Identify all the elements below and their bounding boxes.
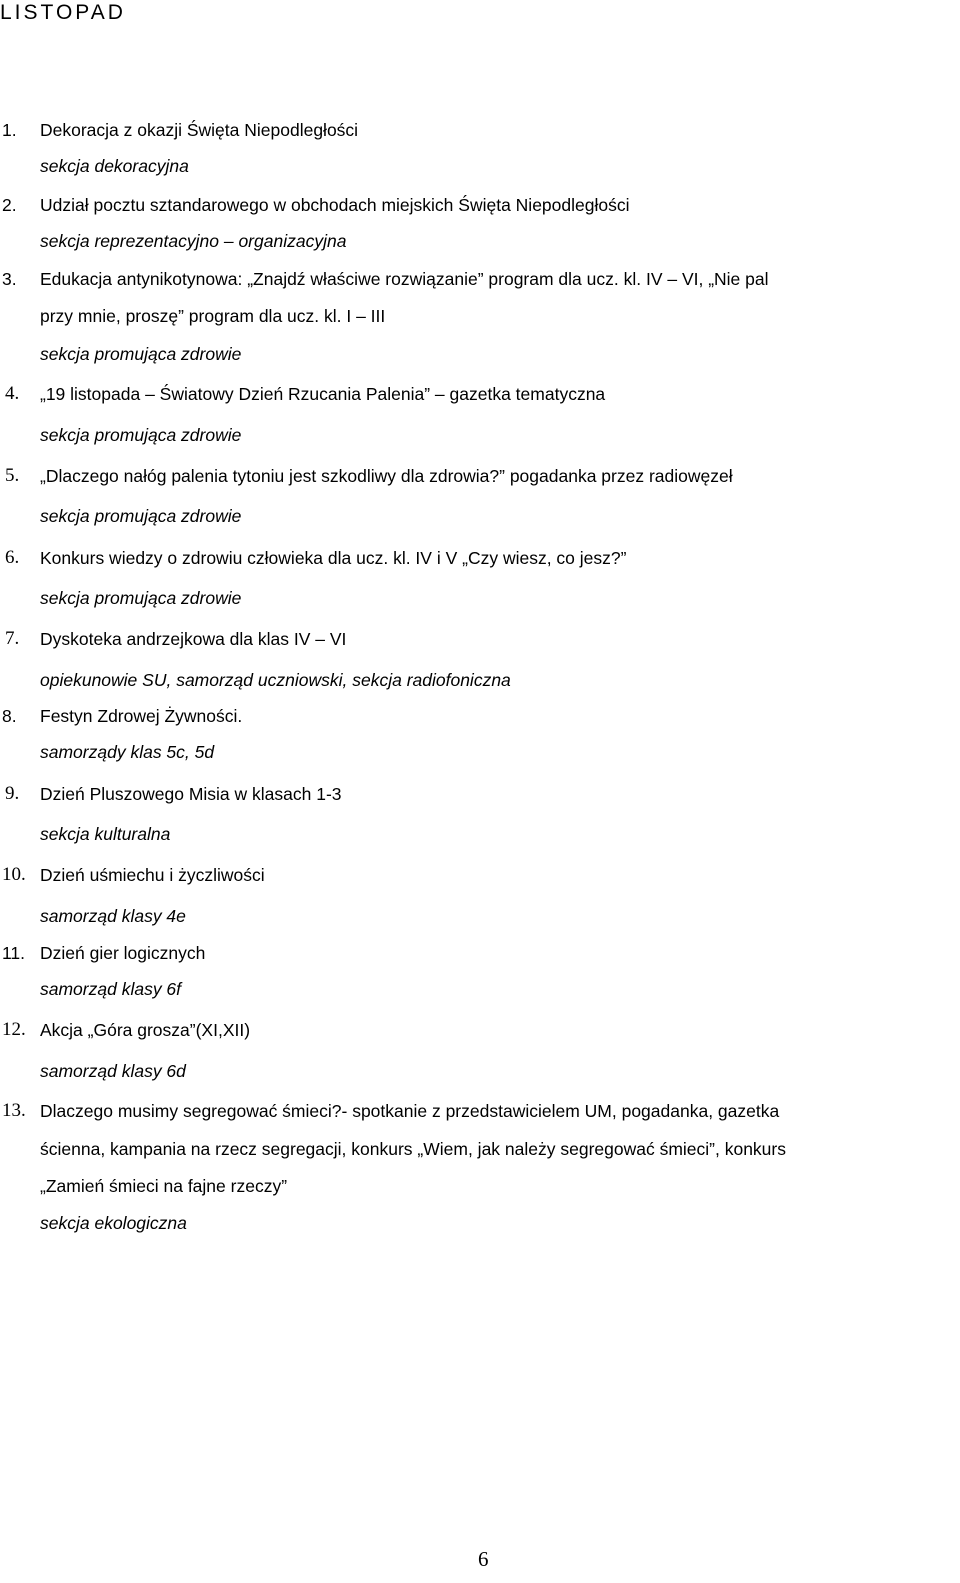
item-3-number: 3. (2, 269, 17, 289)
item-4-title: „19 listopada – Światowy Dzień Rzucania Palenia” – gazetka tematyczna (40, 384, 606, 404)
item-11-title: Dzień gier logicznych (40, 943, 206, 963)
item-11-responsible: samorząd klasy 6f (40, 979, 182, 999)
page-number: 6 (478, 1547, 489, 1571)
item-12-title: Akcja „Góra grosza”(XI,XII) (40, 1020, 251, 1040)
item-8-title: Festyn Zdrowej Żywności. (40, 706, 243, 726)
item-9-number: 9. (5, 783, 20, 804)
item-5-title: „Dlaczego nałóg palenia tytoniu jest szkodliwy dla zdrowia?” pogadanka przez radiowęzeł (40, 466, 733, 486)
item-13-responsible: sekcja ekologiczna (40, 1213, 187, 1233)
item-3-title-line-1: Edukacja antynikotynowa: „Znajdź właściwe rozwiązanie” program dla ucz. kl. IV – VI, „Nie pal (40, 269, 769, 289)
item-10-title: Dzień uśmiechu i życzliwości (40, 865, 265, 885)
item-1-responsible: sekcja dekoracyjna (40, 156, 189, 176)
item-3-responsible: sekcja promująca zdrowie (40, 344, 242, 364)
item-1-title: Dekoracja z okazji Święta Niepodległości (40, 120, 359, 140)
item-13-title-line-1: Dlaczego musimy segregować śmieci?- spotkanie z przedstawicielem UM, pogadanka, gazetka (40, 1101, 780, 1121)
item-8-number: 8. (2, 706, 17, 726)
item-13-title-line-3: „Zamień śmieci na fajne rzeczy” (40, 1176, 288, 1196)
item-6-responsible: sekcja promująca zdrowie (40, 588, 242, 608)
item-2-title: Udział pocztu sztandarowego w obchodach miejskich Święta Niepodległości (40, 195, 630, 215)
item-11-number: 11. (2, 943, 26, 963)
item-7-number: 7. (5, 628, 20, 649)
item-10-number: 10. (2, 864, 26, 885)
item-9-title: Dzień Pluszowego Misia w klasach 1-3 (40, 784, 342, 804)
item-10-responsible: samorząd klasy 4e (40, 906, 186, 926)
item-9-responsible: sekcja kulturalna (40, 824, 171, 844)
item-2-number: 2. (2, 195, 17, 215)
month-heading: LISTOPAD (0, 1, 126, 24)
item-6-number: 6. (5, 547, 20, 568)
item-5-responsible: sekcja promująca zdrowie (40, 506, 242, 526)
item-5-number: 5. (5, 465, 20, 486)
item-12-responsible: samorząd klasy 6d (40, 1061, 186, 1081)
item-2-responsible: sekcja reprezentacyjno – organizacyjna (40, 231, 347, 251)
item-1-number: 1. (2, 120, 17, 140)
item-13-title-line-2: ścienna, kampania na rzecz segregacji, konkurs „Wiem, jak należy segregować śmieci”, konkurs (40, 1139, 786, 1159)
item-3-title-line-2: przy mnie, proszę” program dla ucz. kl. I – III (40, 306, 386, 326)
item-13-number: 13. (2, 1100, 26, 1121)
item-4-number: 4. (5, 383, 20, 404)
item-7-responsible: opiekunowie SU, samorząd uczniowski, sekcja radiofoniczna (40, 670, 511, 690)
item-4-responsible: sekcja promująca zdrowie (40, 425, 242, 445)
item-8-responsible: samorządy klas 5c, 5d (40, 742, 215, 762)
item-7-title: Dyskoteka andrzejkowa dla klas IV – VI (40, 629, 347, 649)
item-12-number: 12. (2, 1019, 26, 1040)
item-6-title: Konkurs wiedzy o zdrowiu człowieka dla ucz. kl. IV i V „Czy wiesz, co jesz?” (40, 548, 627, 568)
